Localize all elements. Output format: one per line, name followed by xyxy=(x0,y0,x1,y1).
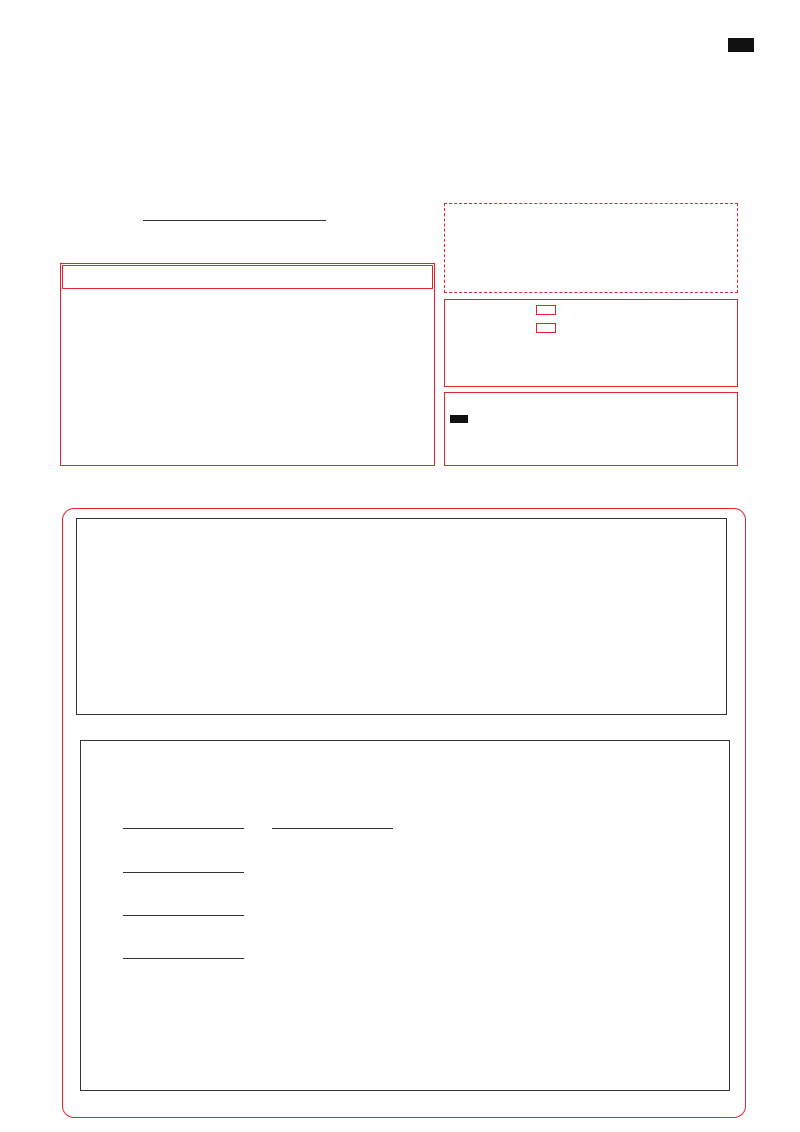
page-number xyxy=(728,38,754,52)
barcode-area xyxy=(444,203,738,293)
correct-sample-row xyxy=(446,411,468,425)
answer-line[interactable] xyxy=(123,915,244,916)
absent-row xyxy=(522,302,556,316)
violation-checkbox[interactable] xyxy=(536,323,556,333)
name-field[interactable] xyxy=(143,220,326,221)
filled-mark-sample xyxy=(450,415,468,423)
fill-sample-panel xyxy=(444,392,738,466)
answer-line[interactable] xyxy=(123,828,244,829)
absent-checkbox[interactable] xyxy=(536,305,556,315)
prohibited-panel xyxy=(444,299,738,387)
violation-row xyxy=(522,320,556,334)
answer-line[interactable] xyxy=(123,872,244,873)
section1-box xyxy=(76,518,727,715)
top-registration-marks xyxy=(55,40,755,51)
notice-panel xyxy=(60,263,435,466)
notice-title xyxy=(62,265,433,289)
wrong-sample-row xyxy=(446,428,460,442)
answer-line[interactable] xyxy=(272,828,393,829)
answer-line[interactable] xyxy=(123,958,244,959)
